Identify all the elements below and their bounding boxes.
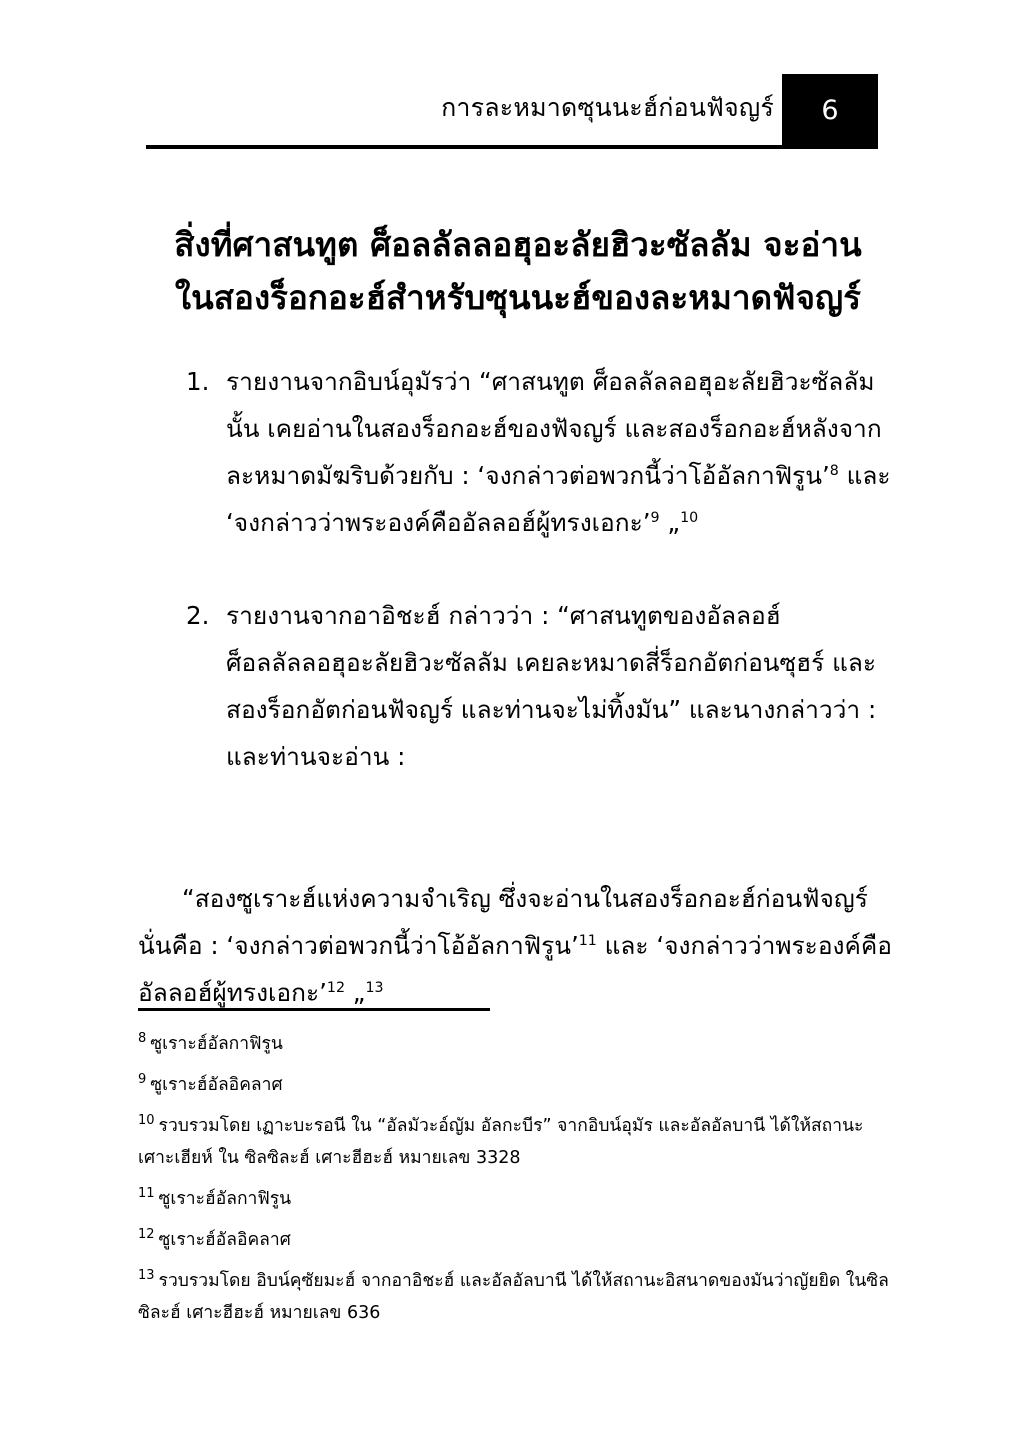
- list-item-text: [226, 592, 898, 780]
- list-item-text: [226, 358, 898, 546]
- footnote-entry: [138, 1265, 894, 1329]
- footnote-text: ซูเราะฮ์อัลกาฟิรูน: [150, 1034, 283, 1054]
- footnote-ref[interactable]: 9: [650, 509, 660, 526]
- footnote-ref[interactable]: 8: [829, 462, 839, 479]
- footnote-entry: [138, 1028, 894, 1060]
- footnote-list: [138, 1028, 894, 1338]
- list-item-text-a: รายงานจากอิบน์อุมัรว่า “ศาสนทูต ศ็อลลัลลอฮุอะลัยฮิวะซัลลัมนั้น เคยอ่านในสองร็อกอะฮ์ของฟัจญร์ และสองร็อกอะฮ์หลังจากละหมาดมัฆริบด้วยกับ : ‘จงกล่าวต่อพวกนี้ว่าโอ้อัลกาฟิรูน’: [226, 367, 882, 490]
- footnote-number: 10: [138, 1113, 155, 1129]
- header-divider: [146, 145, 878, 149]
- list-item-marker: 2.: [186, 601, 210, 630]
- page-number-badge: [782, 74, 878, 146]
- footnote-entry: [138, 1110, 894, 1174]
- page-header: [146, 74, 878, 146]
- footnote-ref[interactable]: 11: [578, 932, 597, 949]
- list-item: [182, 592, 898, 780]
- footnote-text: ซูเราะฮ์อัลอิคลาศ: [158, 1230, 291, 1250]
- footnote-number: 12: [138, 1227, 155, 1243]
- footnote-number: 11: [138, 1186, 155, 1202]
- list-item: [182, 358, 898, 546]
- footnote-text: ซูเราะฮ์อัลอิคลาศ: [150, 1075, 283, 1095]
- footnote-text: ซูเราะฮ์อัลกาฟิรูน: [158, 1189, 292, 1209]
- footnote-number: 13: [138, 1268, 155, 1284]
- footnote-text: รวบรวมโดย เฏาะบะรอนี ใน “อัลมัวะอ์ญัม อัลกะบีร” จากอิบน์อุมัร และอัลอัลบานี ได้ให้สถานะเศาะเฮียห์ ใน ซิลซิละฮ์ เศาะฮีฮะฮ์ หมายเลข 3328: [138, 1116, 864, 1168]
- list-item-marker: 1.: [186, 367, 210, 396]
- page-title-line-1: สิ่งที่ศาสนทูต ศ็อลลัลลอฮุอะลัยฮิวะซัลลัม จะอ่าน: [174, 225, 862, 265]
- footnote-number: 8: [138, 1031, 147, 1047]
- list-item-text-a: รายงานจากอาอิชะฮ์ กล่าวว่า : “ศาสนทูตของอัลลอฮ์ ศ็อลลัลลอฮุอะลัยฮิวะซัลลัม เคยละหมาดสี่ร็อกอัตก่อนซุฮร์ และสองร็อกอัตก่อนฟัจญร์ และท่านจะไม่ทิ้งมัน” และนางกล่าวว่า : และท่านจะอ่าน :: [226, 601, 877, 771]
- footnote-ref[interactable]: 13: [365, 979, 384, 996]
- numbered-list: [182, 358, 898, 826]
- footnote-ref[interactable]: 10: [680, 509, 699, 526]
- quote-text-b: และ ‘จงกล่าวว่าพระองค์คืออัลลอฮ์ผู้ทรงเอกะ’: [138, 930, 893, 1007]
- quote-text-a: “สองซูเราะฮ์แห่งความจำเริญ ซึ่งจะอ่านในสองร็อกอะฮ์ก่อนฟัจญร์ นั่นคือ : ‘จงกล่าวต่อพวกนี้ว่าโอ้อัลกาฟิรูน’: [138, 883, 868, 960]
- footnote-ref[interactable]: 12: [326, 979, 345, 996]
- footnote-entry: [138, 1183, 894, 1215]
- footnote-entry: [138, 1069, 894, 1101]
- list-item-text-b: และ ‘จงกล่าวว่าพระองค์คืออัลลอฮ์ผู้ทรงเอกะ’: [226, 461, 891, 537]
- quote-text-c: „: [344, 977, 366, 1007]
- header-title: การละหมาดซุนนะฮ์ก่อนฟัจญร์: [441, 93, 774, 122]
- page-title-line-2: ในสองร็อกอะฮ์สำหรับซุนนะฮ์ของละหมาดฟัจญร์: [174, 278, 862, 318]
- footnote-number: 9: [138, 1072, 147, 1088]
- list-item-text-c: „: [659, 508, 681, 537]
- footnote-entry: [138, 1224, 894, 1256]
- page-title: [138, 218, 898, 324]
- footnote-separator: [138, 1008, 490, 1011]
- footnote-text: รวบรวมโดย อิบน์คุซัยมะฮ์ จากอาอิชะฮ์ และอัลอัลบานี ได้ให้สถานะอิสนาดของมันว่าญัยยิด ในซิลซิละฮ์ เศาะฮีฮะฮ์ หมายเลข 636: [138, 1271, 889, 1323]
- quote-paragraph: [138, 875, 898, 1016]
- page-number-value: 6: [821, 94, 839, 126]
